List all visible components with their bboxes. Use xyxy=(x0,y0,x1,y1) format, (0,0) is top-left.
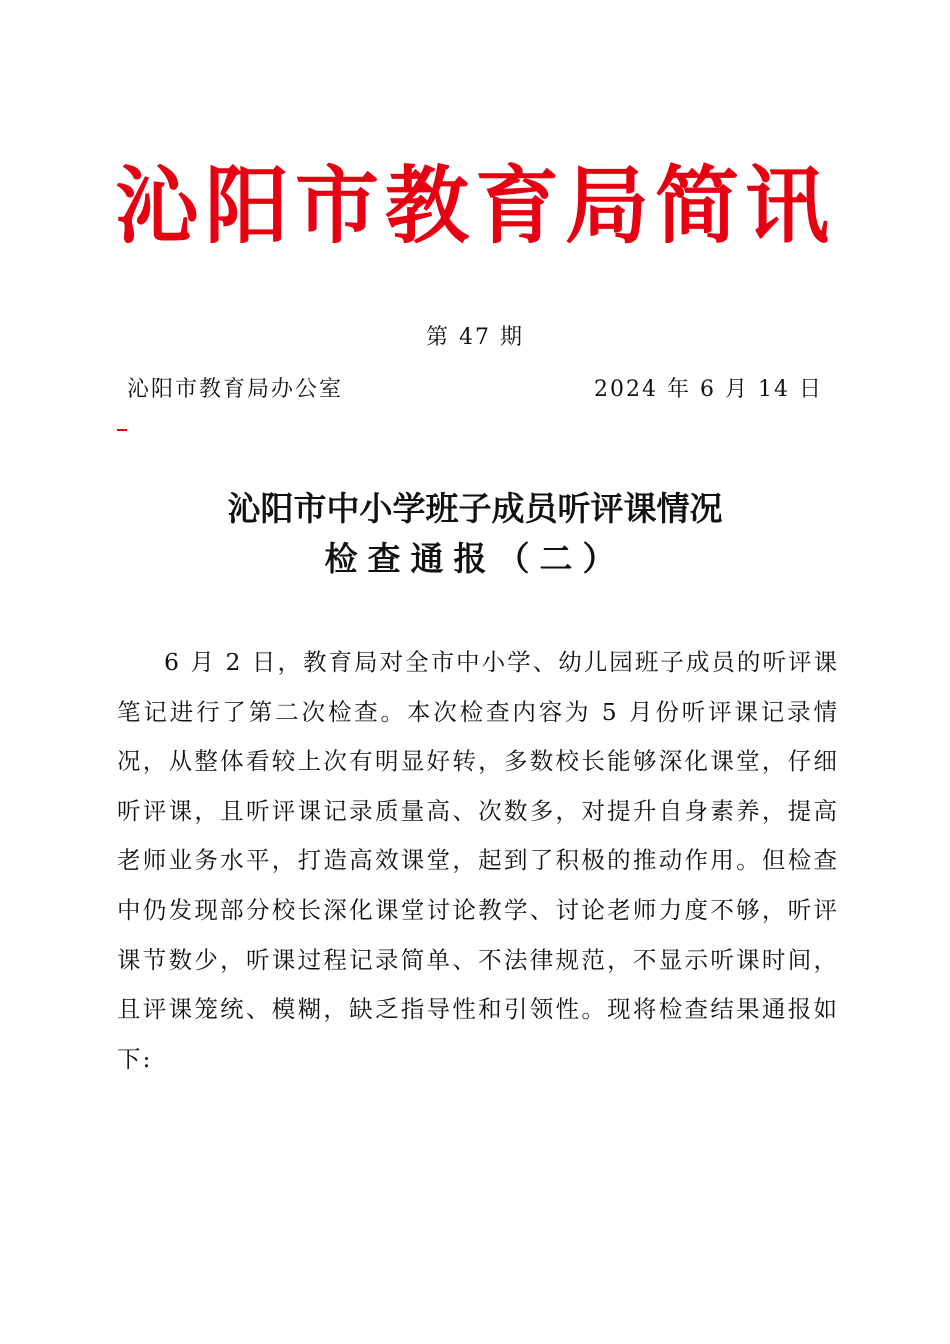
body-paragraph: 6 月 2 日，教育局对全市中小学、幼儿园班子成员的听评课笔记进行了第二次检查。本次检查内容为 5 月份听评课记录情况，从整体看较上次有明显好转，多数校长能够深化课堂，仔细听评课，且听评课记录质量高、次数多，对提升自身素养，提高老师业务水平，打造高效课堂，起到了积极的推动作用。但检查中仍发现部分校长深化课堂讨论教学、讨论老师力度不够，听评课节数少，听课过程记录简单、不法律规范，不显示听课时间，且评课笼统、模糊，缺乏指导性和引领性。现将检查结果通报如下: xyxy=(117,648,839,1073)
document-title xyxy=(0,484,950,584)
issue-date: 2024 年 6 月 14 日 xyxy=(594,377,823,402)
masthead-title: 沁阳市教育局简讯 xyxy=(114,156,835,255)
issuing-office: 沁阳市教育局办公室 xyxy=(127,377,344,402)
document-title-line-2: 检查通报（二） xyxy=(324,539,626,578)
issue-number: 第 47 期 xyxy=(426,325,524,350)
red-rule-divider xyxy=(117,429,127,431)
document-title-line-1: 沁阳市中小学班子成员听评课情况 xyxy=(227,489,723,528)
